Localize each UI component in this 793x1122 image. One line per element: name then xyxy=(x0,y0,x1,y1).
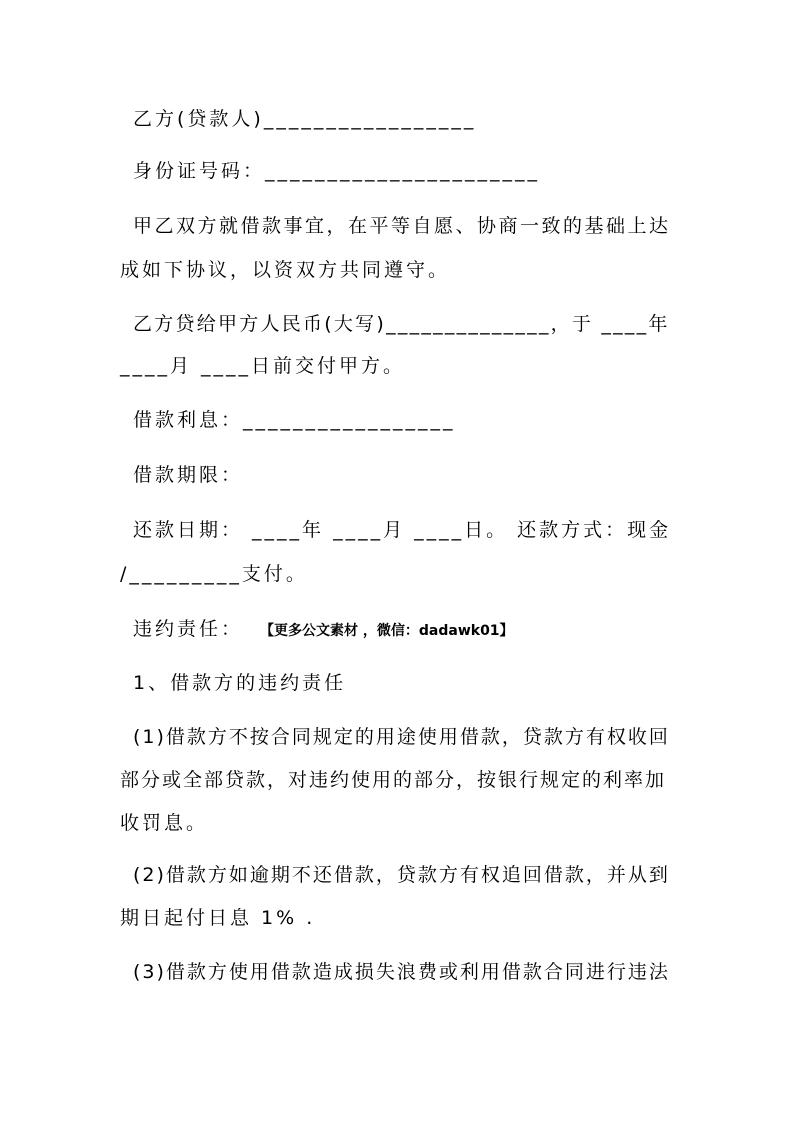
loan-amount-line-2: ____月 ____日前交付甲方。 xyxy=(120,355,406,377)
section-heading: 1、借款方的违约责任 xyxy=(133,672,347,694)
repayment-line-2: /_________支付。 xyxy=(120,563,308,585)
loan-term-line: 借款期限： xyxy=(133,464,244,486)
clause-2-line-2: 期日起付日息 1% . xyxy=(120,907,316,929)
lender-line: 乙方(贷款人)_________________ xyxy=(133,108,477,130)
liability-line xyxy=(133,620,514,639)
clause-2-line-1: (2)借款方如逾期不还借款，贷款方有权追回借款，并从到 xyxy=(133,864,670,886)
clause-3-line-1: (3)借款方使用借款造成损失浪费或利用借款合同进行违法 xyxy=(133,961,670,983)
intro-line-2: 成如下协议，以资双方共同遵守。 xyxy=(120,259,451,281)
liability-label: 违约责任： xyxy=(133,618,244,640)
id-number-line: 身份证号码：______________________ xyxy=(133,160,541,182)
clause-1-line-2: 部分或全部贷款，对违约使用的部分，按银行规定的利率加 xyxy=(120,769,667,791)
clause-1-line-3: 收罚息。 xyxy=(120,812,209,834)
intro-line-1: 甲乙双方就借款事宜，在平等自愿、协商一致的基础上达 xyxy=(133,215,671,237)
interest-line: 借款利息：_________________ xyxy=(133,409,456,431)
promo-notice: 【更多公文素材 ，微信：dadawk01】 xyxy=(267,623,514,639)
clause-1-line-1: (1)借款方不按合同规定的用途使用借款，贷款方有权收回 xyxy=(133,726,670,748)
loan-amount-line-1: 乙方贷给甲方人民币(大写)______________，于 ____年 xyxy=(133,313,670,335)
repayment-line-1: 还款日期： ____年 ____月 ____日。 还款方式：现金 xyxy=(133,519,672,541)
